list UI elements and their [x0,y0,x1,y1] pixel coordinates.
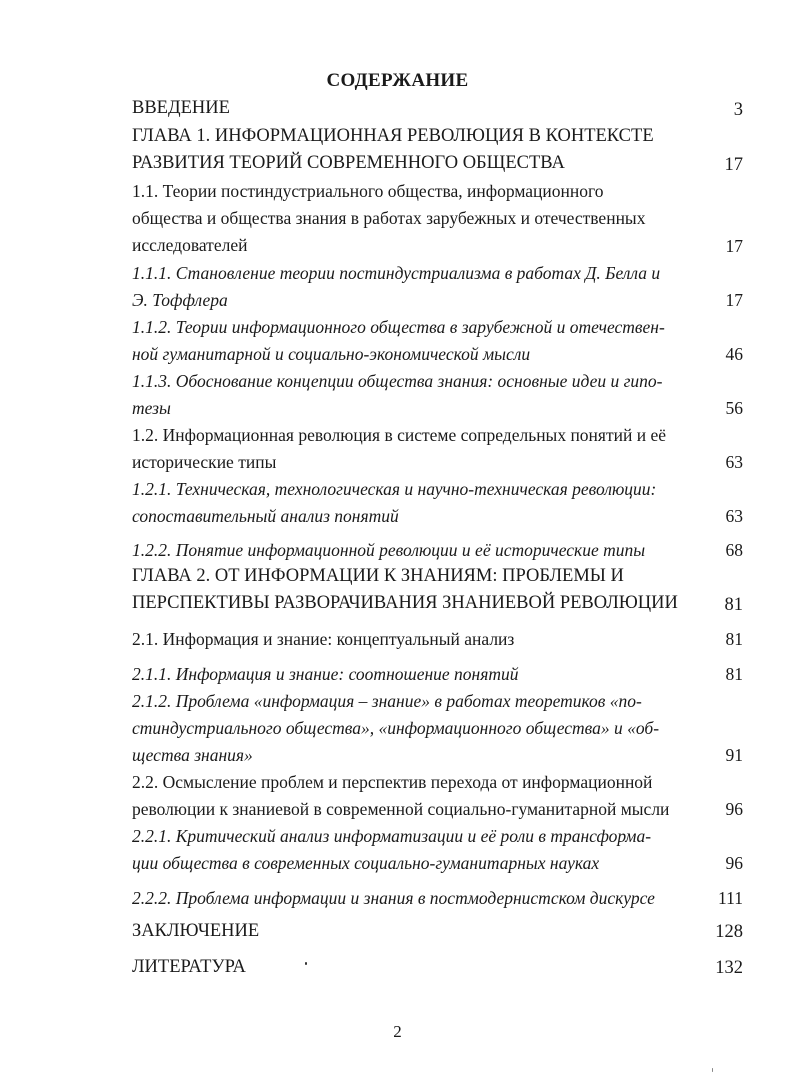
toc-line: РАЗВИТИЯ ТЕОРИЙ СОВРЕМЕННОГО ОБЩЕСТВА [132,153,565,173]
toc-page-number: 68 [725,540,743,560]
toc-page-number: 3 [733,100,743,120]
toc-line: 1.2.2. Понятие информационной революции и её исторические типы [132,540,646,560]
toc-line: революции к знаниевой в современной социально-гуманитарной мысли [132,799,670,819]
toc-line: ЛИТЕРАТУРА [132,957,246,977]
toc-page-number: 111 [718,888,743,908]
page-number: 2 [393,1022,402,1041]
toc-line: 1.1.2. Теории информационного общества в зарубежной и отечествен- [132,317,665,337]
toc-line: ной гуманитарной и социально-экономической мысли [132,344,531,364]
toc-line: щества знания» [132,745,253,765]
toc-page-number: 96 [725,799,743,819]
toc-line: исследователей [132,235,248,255]
toc-page-number: 81 [725,664,743,684]
scan-speck [712,1068,713,1072]
toc-page-number: 81 [725,629,743,649]
toc-line: ции общества в современных социально-гуманитарных науках [132,853,600,873]
toc-page-number: 17 [724,155,743,175]
toc-line: 2.1. Информация и знание: концептуальный анализ [132,629,515,649]
toc-page-number: 17 [725,236,743,256]
toc-line: ВВЕДЕНИЕ [132,98,230,118]
toc-line: общества и общества знания в работах зарубежных и отечественных [132,208,646,228]
page-title: СОДЕРЖАНИЕ [326,70,469,91]
toc-line: 2.2. Осмысление проблем и перспектив перехода от информационной [132,772,653,792]
toc-line: Э. Тоффлера [132,290,228,310]
toc-line: ГЛАВА 1. ИНФОРМАЦИОННАЯ РЕВОЛЮЦИЯ В КОНТЕКСТЕ [132,126,654,146]
toc-line: 2.2.2. Проблема информации и знания в постмодернистском дискурсе [132,888,655,908]
toc-line: ГЛАВА 2. ОТ ИНФОРМАЦИИ К ЗНАНИЯМ: ПРОБЛЕМЫ И [132,566,624,586]
toc-line: ЗАКЛЮЧЕНИЕ [132,921,260,941]
toc-line: 2.1.1. Информация и знание: соотношение понятий [132,664,519,684]
toc-line: 1.1. Теории постиндустриального общества, информационного [132,181,604,201]
scan-speck [305,962,307,965]
toc-page-number: 46 [725,344,743,364]
toc-line: 1.1.3. Обоснование концепции общества знания: основные идеи и гипо- [132,371,663,391]
toc-page-number: 63 [725,452,743,472]
toc-line: 1.2.1. Техническая, технологическая и научно-техническая революции: [132,479,657,499]
toc-page-number: 17 [725,290,743,310]
toc-line: ПЕРСПЕКТИВЫ РАЗВОРАЧИВАНИЯ ЗНАНИЕВОЙ РЕВОЛЮЦИИ [132,593,678,613]
toc-line: сопоставительный анализ понятий [132,506,399,526]
toc-page-number: 91 [725,745,743,765]
toc-line: 2.2.1. Критический анализ информатизации и её роли в трансформа- [132,826,652,846]
toc-line: 1.2. Информационная революция в системе сопредельных понятий и её [132,425,666,445]
toc-line: 1.1.1. Становление теории постиндустриализма в работах Д. Белла и [132,263,661,283]
toc-line: 2.1.2. Проблема «информация – знание» в работах теоретиков «по- [132,691,642,711]
toc-page-number: 128 [715,922,743,942]
toc-page-number: 132 [715,958,743,978]
toc-page-number: 63 [725,506,743,526]
toc-page-number: 56 [725,398,743,418]
toc-line: исторические типы [132,452,277,472]
toc-page-number: 96 [725,853,743,873]
toc-page-number: 81 [724,595,743,615]
toc-line: тезы [132,398,171,418]
toc-line: стиндустриального общества», «информационного общества» и «об- [132,718,660,738]
